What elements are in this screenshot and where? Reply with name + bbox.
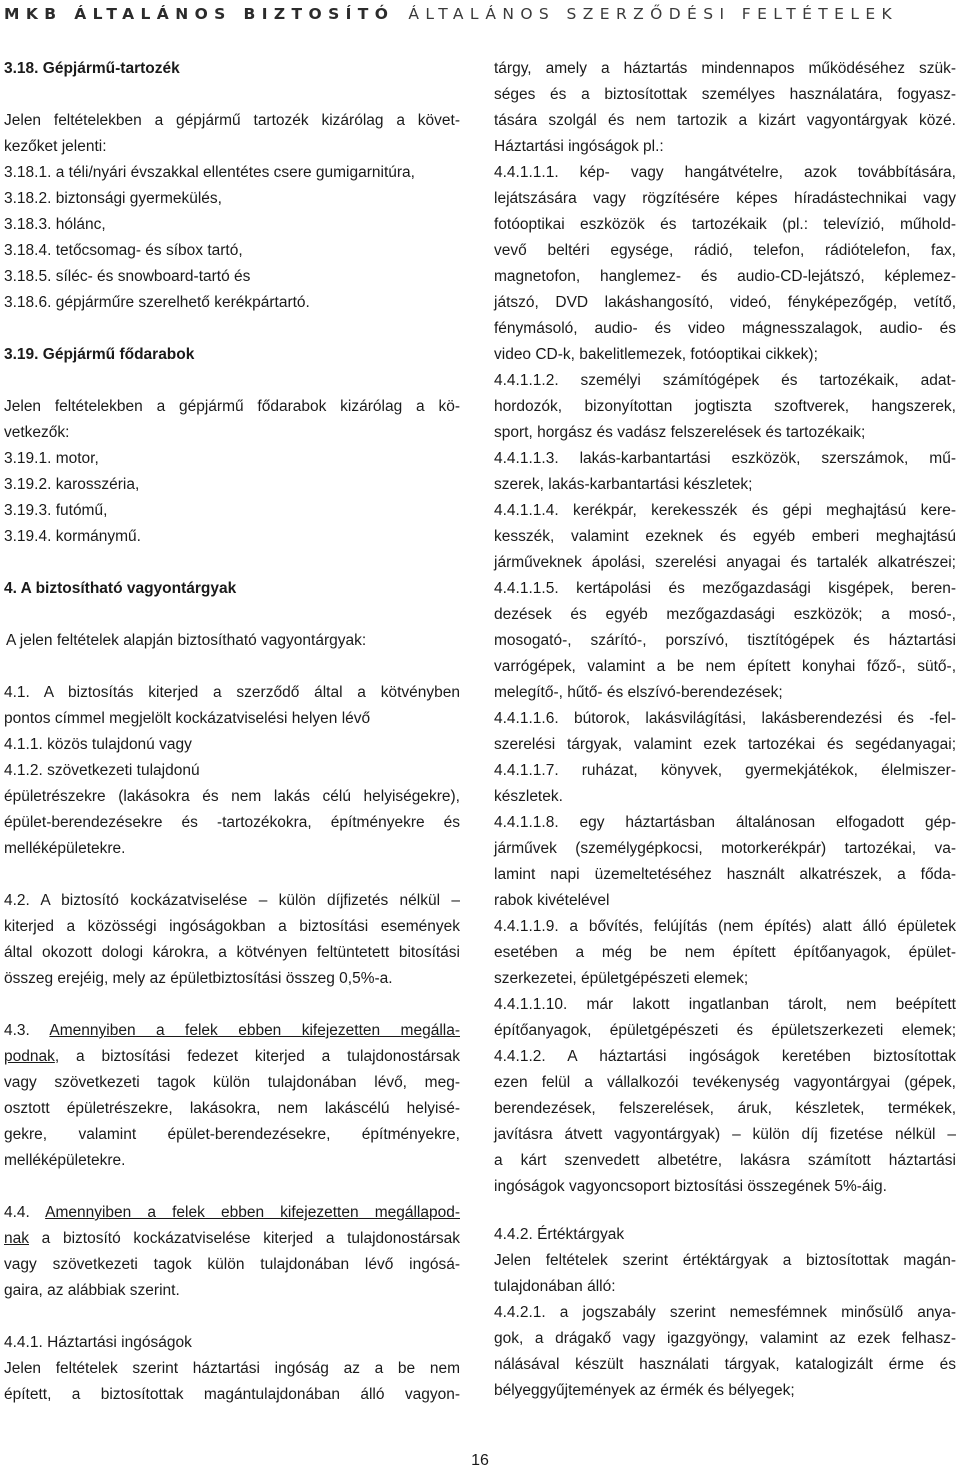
paragraph-line [4, 1226, 460, 1252]
page-header [0, 0, 960, 28]
paragraph-line: kiterjed a közösségi ingóságokban a biztosítási események [4, 918, 460, 935]
paragraph-line: rabok kivételével [494, 892, 610, 909]
paragraph-line: vagy szövetkezeti tagok külön tulajdonában lévő, meg- [4, 1074, 460, 1091]
paragraph-line: tárgy, amely a háztartás mindennapos működéséhez szük- [494, 60, 956, 77]
section-3-19-intro-cont: vetkezők: [4, 424, 70, 441]
section-4-2: 4.2. A biztosító kockázatviselése – külön díjfizetés nélkül – [4, 892, 460, 909]
section-3-18-intro: Jelen feltételekben a gépjármű tartozék kizárólag a követ- [4, 112, 460, 129]
underlined-text: nak [4, 1230, 29, 1247]
paragraph-line: által okozott dologi károkra, a kötvényen feltüntetett bitosítási [4, 944, 460, 961]
section-3-19-intro: Jelen feltételekben a gépjármű fődarabok kizárólag a kö- [4, 398, 460, 415]
paragraph-line: nálásával készült használati tárgyak, katalogizált érme és [494, 1356, 956, 1373]
paragraph-line: gok, a drágakő vagy igazgyöngy, valamint az ezek felhasz- [494, 1330, 956, 1347]
paragraph-line: ezen felül a vállalkozói tevékenység vagyontárgyai (gépek, [494, 1074, 956, 1091]
paragraph-line: szerkezetei, épületgépészeti elemek; [494, 970, 749, 987]
paragraph-line: Jelen feltételek szerint értéktárgyak a biztosítottak magán- [494, 1252, 956, 1269]
paragraph-line: gaira, az alábbiak szerint. [4, 1282, 180, 1299]
right-column [494, 56, 956, 1404]
section-3-18-title: 3.18. Gépjármű-tartozék [4, 60, 180, 77]
paragraph-line: sport, horgász és vadász felszerelések és tartozékaik; [494, 424, 866, 441]
paragraph-line: 4.4.1.1.9. a bővítés, felújítás (nem építés) alatt álló épületek [494, 918, 956, 935]
section-4-4-1-title: 4.4.1. Háztartási ingóságok [4, 1334, 192, 1351]
paragraph-line: épületrészekre (lakásokra és nem lakás célú helyiségekre), [4, 788, 460, 805]
left-column [4, 56, 460, 1408]
section-4-intro: A jelen feltételek alapján biztosítható vagyontárgyak: [6, 632, 367, 649]
section-number: 4.3. [4, 1022, 50, 1039]
list-item: 4.1.1. közös tulajdonú vagy [4, 736, 192, 753]
paragraph-line: játszó, DVD lakáshangosító, videó, fényképezőgép, vetítő, [494, 294, 956, 311]
paragraph-line: szerek, lakás-karbantartási készletek; [494, 476, 753, 493]
section-4-1: 4.1. A biztosítás kiterjed a szerződő által a kötvényben [4, 684, 460, 701]
list-item: 3.19.1. motor, [4, 450, 99, 467]
paragraph-line [4, 1044, 460, 1070]
paragraph-line: a kárt szenvedett albetétre, lakásra számított háztartási [494, 1152, 956, 1169]
section-3-18-intro-cont: kezőket jelenti: [4, 138, 107, 155]
paragraph-line: 4.4.1.1.1. kép- vagy hangátvételre, azok továbbítására, [494, 164, 956, 181]
paragraph-line: tulajdonában álló: [494, 1278, 616, 1295]
paragraph-line: berendezések, felszerelések, áruk, készletek, termékek, [494, 1100, 956, 1117]
list-item: 3.18.2. biztonsági gyermekülés, [4, 190, 222, 207]
list-item: 3.18.1. a téli/nyári évszakkal ellentétes csere gumigarnitúra, [4, 164, 415, 181]
paragraph-line: építőanyagok, épületgépészeti és épületszerkezeti elemek; [494, 1022, 956, 1039]
paragraph-line: bélyeggyűjtemények az érmék és bélyegek; [494, 1382, 795, 1399]
header-conditions: ÁLTALÁNOS SZERZŐDÉSI FELTÉTELEK [408, 5, 899, 23]
paragraph-line: 4.4.1.2. A háztartási ingóságok keretében biztosítottak [494, 1048, 956, 1065]
paragraph-line: melléképületekre. [4, 1152, 126, 1169]
paragraph-line: 4.4.1.1.8. egy háztartásban általánosan elfogadott gép- [494, 814, 956, 831]
paragraph-line: 4.4.1.1.5. kertápolási és mezőgazdasági kisgépek, beren- [494, 580, 956, 597]
paragraph-line: 4.4.1.1.6. bútorok, lakásvilágítási, lakásberendezési és -fel- [494, 710, 956, 727]
paragraph-line: video CD-k, bakelitlemezek, fotóoptikai cikkek); [494, 346, 818, 363]
list-item: 4.1.2. szövetkezeti tulajdonú [4, 762, 200, 779]
paragraph-text: , a biztosítási fedezet kiterjed a tulajdonostársak [54, 1048, 460, 1065]
paragraph-line: szerelési tárgyak, valamint ezek tartozékai és segédanyagai; [494, 736, 956, 753]
paragraph-line: javításra átvett vagyontárgyak) – külön díj fizetése nélkül – [494, 1126, 956, 1143]
paragraph-line: fénymásoló, audio- és video mágnesszalagok, audio- és [494, 320, 956, 337]
paragraph-line: ingóságok vagyoncsoport biztosítási összegének 5%-áig. [494, 1178, 887, 1195]
paragraph-line: kesszék, valamint ezeknek és egyéb emberi meghajtású [494, 528, 956, 545]
paragraph-line: Jelen feltételek szerint háztartási ingóság az a be nem [4, 1360, 460, 1377]
paragraph-line: összeg erejéig, mely az épületbiztosítási összeg 0,5%-a. [4, 970, 393, 987]
paragraph-line: gekre, valamint épület-berendezésekre, építményekre, [4, 1126, 460, 1143]
paragraph-line: vevő beltéri egysége, rádió, telefon, rádiótelefon, fax, [494, 242, 956, 259]
paragraph-line: séges és a biztosítottak személyes használatára, fogyasz- [494, 86, 956, 103]
paragraph-line: hordozók, bizonyítottan jogtiszta szoftverek, hangszerek, [494, 398, 956, 415]
paragraph-line: járművek (személygépkocsi, motorkerékpár) tartozékai, va- [494, 840, 956, 857]
paragraph-line: lejátszására vagy rögzítésére képes híradástechnikai vagy [494, 190, 956, 207]
paragraph-line: járműveknek ápolási, szerelési anyagai és tartalék alkatrészei; [494, 554, 956, 571]
section-4-4-2-title: 4.4.2. Értéktárgyak [494, 1226, 625, 1243]
paragraph-line: tására szolgál és nem tartozik a kizárt vagyontárgyak közé. [494, 112, 956, 129]
paragraph-line: fotóoptikai eszközök és tartozékaik (pl.: televízió, műhold- [494, 216, 956, 233]
paragraph-line: 4.4.1.1.2. személyi számítógépek és tartozékaik, adat- [494, 372, 956, 389]
underlined-text: podnak [4, 1048, 55, 1065]
list-item: 3.18.3. hólánc, [4, 216, 106, 233]
list-item: 3.18.6. gépjárműre szerelhető kerékpártartó. [4, 294, 310, 311]
paragraph-line: épített, a biztosítottak magántulajdonában álló vagyon- [4, 1386, 460, 1403]
paragraph-line: melegítő-, hűtő- és elszívó-berendezések; [494, 684, 783, 701]
list-item: 3.19.3. futómű, [4, 502, 108, 519]
paragraph-line: 4.4.1.1.7. ruházat, könyvek, gyermekjátékok, élelmiszer- [494, 762, 956, 779]
underlined-text: Amennyiben a felek ebben kifejezetten megállapod- [45, 1204, 460, 1221]
header-insurer: MKB ÁLTALÁNOS BIZTOSÍTÓ [4, 5, 395, 23]
section-4-4 [4, 1200, 460, 1226]
list-item: 3.19.4. kormánymű. [4, 528, 141, 545]
paragraph-line: lamint napi üzemeltetéséhez használt alkatrészek, a főda- [494, 866, 956, 883]
section-4-1-cont: pontos címmel megjelölt kockázatviselési helyen lévő [4, 710, 371, 727]
paragraph-line: melléképületekre. [4, 840, 126, 857]
underlined-text: Amennyiben a felek ebben kifejezetten megálla- [49, 1022, 460, 1039]
paragraph-line: Háztartási ingóságok pl.: [494, 138, 664, 155]
paragraph-line: osztott épületrészekre, lakásokra, nem lakáscélú helyisé- [4, 1100, 460, 1117]
paragraph-line: 4.4.1.1.10. már lakott ingatlanban tárolt, nem beépített [494, 996, 956, 1013]
section-4-title: 4. A biztosítható vagyontárgyak [4, 580, 237, 597]
section-4-3 [4, 1018, 460, 1044]
list-item: 3.19.2. karosszéria, [4, 476, 140, 493]
paragraph-line: esetében a még be nem épített építőanyagok, épület- [494, 944, 956, 961]
list-item: 3.18.4. tetőcsomag- és síbox tartó, [4, 242, 243, 259]
page-number: 16 [471, 1452, 489, 1469]
paragraph-text: a biztosító kockázatviselése kiterjed a tulajdonostársak [29, 1230, 460, 1247]
right-column-lines [494, 56, 956, 1200]
paragraph-line: vagy szövetkezeti tagok külön tulajdonában lévő ingósá- [4, 1256, 460, 1273]
paragraph-line: varrógépek, valamint a be nem épített konyhai főző-, sütő-, [494, 658, 956, 675]
paragraph-line: 4.4.1.1.3. lakás-karbantartási eszközök, szerszámok, mű- [494, 450, 956, 467]
paragraph-line: dezések és egyéb mezőgazdasági eszközök; a mosó-, [494, 606, 956, 623]
paragraph-line: 4.4.2.1. a jogszabály szerint nemesfémnek minősülő anya- [494, 1304, 956, 1321]
list-item: 3.18.5. síléc- és snowboard-tartó és [4, 268, 251, 285]
paragraph-line: épület-berendezésekre és -tartozékokra, építményekre és [4, 814, 460, 831]
section-3-19-title: 3.19. Gépjármű fődarabok [4, 346, 195, 363]
paragraph-line: mosogató-, szárító-, porszívó, tisztítógépek és háztartási [494, 632, 956, 649]
paragraph-line: 4.4.1.1.4. kerékpár, kerekesszék és gépi meghajtású kere- [494, 502, 956, 519]
paragraph-line: készletek. [494, 788, 563, 805]
paragraph-line: magnetofon, hanglemez- és audio-CD-lejátszó, képlemez- [494, 268, 956, 285]
section-number: 4.4. [4, 1204, 46, 1221]
